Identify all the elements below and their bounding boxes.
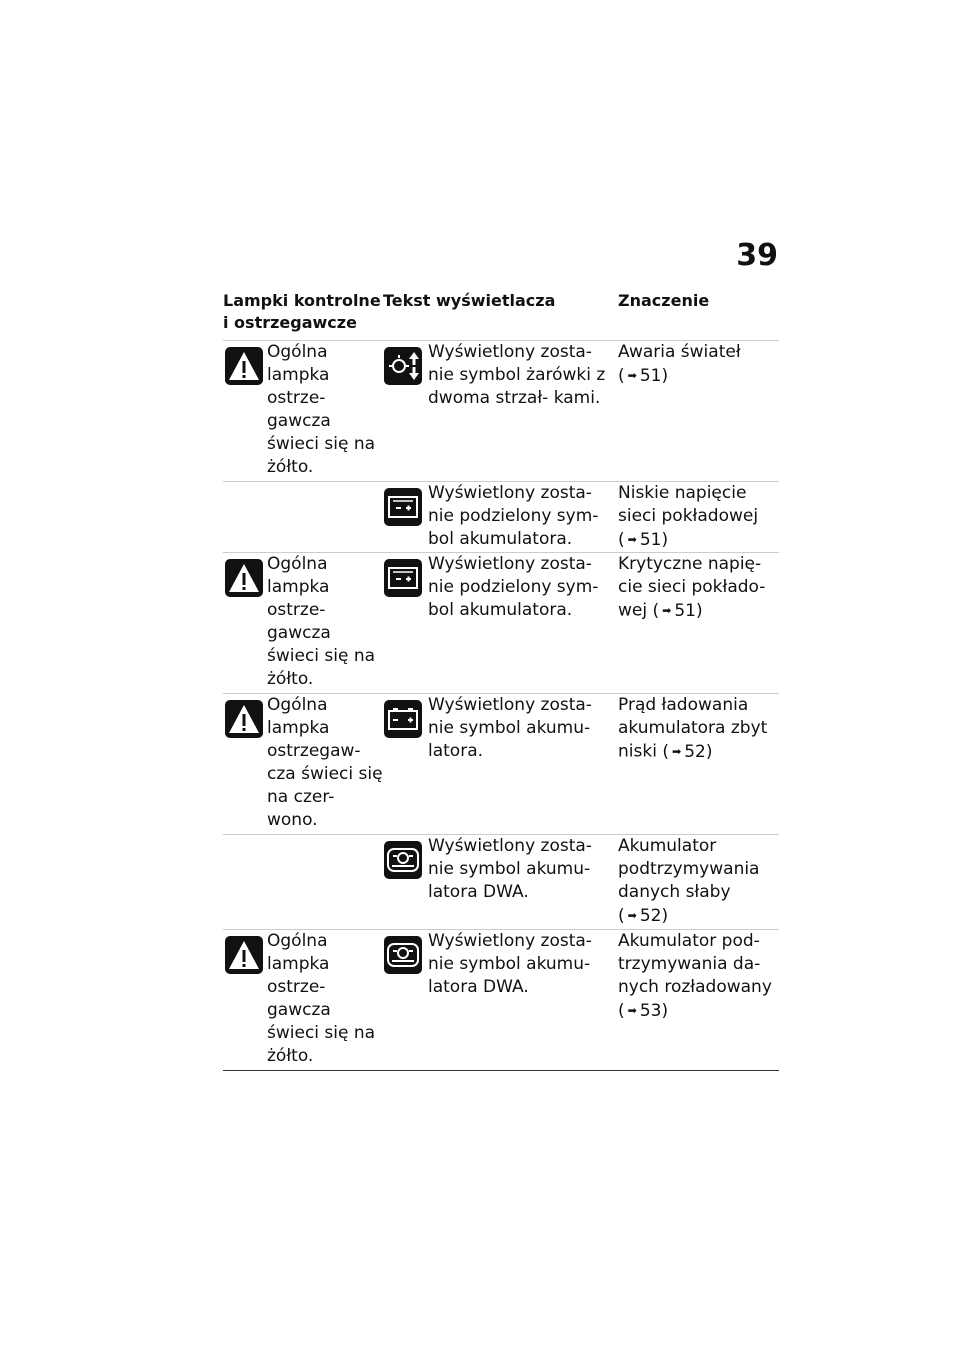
table-row <box>223 835 779 930</box>
warning-triangle-icon <box>225 700 263 738</box>
display-text: Wyświetlony zosta- nie symbol akumu- latora DWA. <box>428 931 592 997</box>
page-reference-link[interactable]: ( ➡ 53) <box>618 1000 669 1021</box>
meaning-text: Awaria świateł <box>618 342 741 362</box>
table-row <box>223 341 779 482</box>
warning-text: Ogólna lampka ostrze- gawcza świeci się na żółto. <box>267 554 376 689</box>
display-text: Wyświetlony zosta- nie symbol akumu- latora. <box>428 695 592 761</box>
arrow-right-icon: ➡ <box>671 745 682 758</box>
table-row <box>223 482 779 553</box>
warning-triangle-icon <box>225 936 263 974</box>
ref-page: 51 <box>674 600 696 621</box>
page-reference-link[interactable]: ( ➡ 51) <box>652 600 703 621</box>
meaning-text: Krytyczne napię- cie sieci pokłado- wej <box>618 554 766 621</box>
ref-page: 52 <box>639 905 662 926</box>
split-battery-icon <box>384 559 422 597</box>
dwa-battery-icon <box>384 936 422 974</box>
display-text: Wyświetlony zosta- nie symbol żarówki z dwoma strzał- kami. <box>428 342 606 408</box>
arrow-right-icon: ➡ <box>662 604 672 617</box>
page-number: 39 <box>736 238 778 273</box>
header-display-text: Tekst wyświetlacza <box>383 291 556 310</box>
meaning-text: Akumulator pod- trzymywania da- nych rozładowany <box>618 931 772 997</box>
split-battery-icon <box>384 488 422 526</box>
arrow-right-icon: ➡ <box>627 1004 637 1017</box>
header-meaning: Znaczenie <box>618 291 710 310</box>
meaning-cell <box>618 482 780 552</box>
warning-triangle-icon <box>225 559 263 597</box>
warning-text: Ogólna lampka ostrzegaw- cza świeci się na czer- wono. <box>267 695 383 830</box>
battery-icon <box>384 700 422 738</box>
table-header <box>223 290 779 341</box>
ref-page: 51 <box>639 529 662 550</box>
warning-text: Ogólna lampka ostrze- gawcza świeci się na żółto. <box>267 931 376 1066</box>
arrow-right-icon: ➡ <box>627 369 637 382</box>
meaning-cell <box>618 553 780 623</box>
page-reference-link[interactable]: ( ➡ 51) <box>618 365 669 386</box>
display-text: Wyświetlony zosta- nie symbol akumu- latora DWA. <box>428 836 592 902</box>
table-row <box>223 930 779 1071</box>
page-reference-link[interactable]: ( ➡ 52) <box>662 741 713 762</box>
bulb-with-arrows-icon <box>384 347 422 385</box>
header-col1-line2: i ostrzegawcze <box>223 313 357 332</box>
page-reference-link[interactable]: ( ➡ 52) <box>618 905 669 926</box>
indicator-table <box>223 290 779 1071</box>
page-reference-link[interactable]: ( ➡ 51) <box>618 529 669 550</box>
display-text: Wyświetlony zosta- nie podzielony sym- bol akumulatora. <box>428 483 599 549</box>
ref-page: 53 <box>639 1000 662 1021</box>
meaning-cell <box>618 694 780 764</box>
header-indicator-lamps <box>223 290 383 334</box>
arrow-right-icon: ➡ <box>627 533 637 546</box>
meaning-text: Niskie napięcie sieci pokładowej <box>618 483 759 526</box>
meaning-cell <box>618 341 780 388</box>
table-row <box>223 694 779 835</box>
meaning-cell <box>618 835 780 928</box>
header-col1-line1: Lampki kontrolne <box>223 291 381 310</box>
warning-triangle-icon <box>225 347 263 385</box>
table-row <box>223 553 779 694</box>
meaning-cell <box>618 930 780 1023</box>
meaning-text: Akumulator podtrzymywania danych słaby <box>618 836 760 902</box>
display-text: Wyświetlony zosta- nie podzielony sym- bol akumulatora. <box>428 554 599 620</box>
arrow-right-icon: ➡ <box>627 909 637 922</box>
dwa-battery-icon <box>384 841 422 879</box>
meaning-text: Prąd ładowania akumulatora zbyt niski <box>618 695 768 762</box>
warning-text: Ogólna lampka ostrze- gawcza świeci się na żółto. <box>267 342 376 477</box>
ref-page: 52 <box>684 741 706 762</box>
ref-page: 51 <box>639 365 662 386</box>
